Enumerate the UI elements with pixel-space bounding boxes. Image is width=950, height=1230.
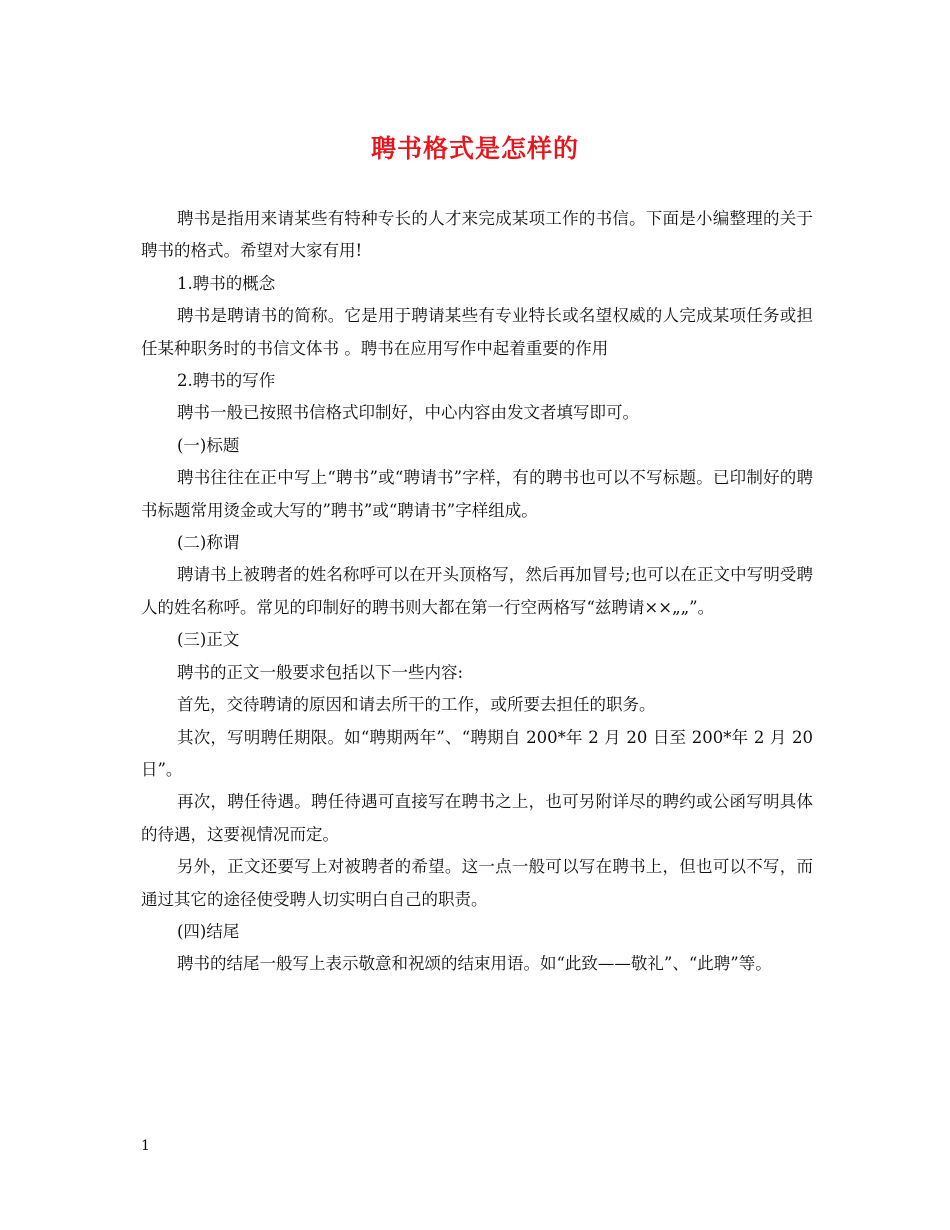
paragraph-body-contents: 聘书的正文一般要求包括以下一些内容:: [177, 662, 464, 682]
paragraph-concept: 聘书是聘请书的简称。它是用于聘请某些有专业特长或名望权威的人完成某项任务或担任某种职务时的书信文体书 。聘书在应用写作中起着重要的作用: [141, 306, 813, 358]
paragraph-ending: 聘书的结尾一般写上表示敬意和祝颂的结束用语。如“此致——敬礼”、“此聘”等。: [177, 954, 772, 974]
subheading-body: (三)正文: [177, 630, 240, 650]
document-body: [141, 203, 813, 981]
subheading-title: (一)标题: [177, 435, 240, 455]
section-heading-concept: 1.聘书的概念: [177, 273, 276, 293]
paragraph-first: 首先，交待聘请的原因和请去所干的工作，或所要去担任的职务。: [177, 695, 656, 715]
document-title: 聘书格式是怎样的: [370, 134, 579, 163]
paragraph-third: 再次，聘任待遇。聘任待遇可直接写在聘书之上，也可另附详尽的聘约或公函写明具体的待遇，这要视情况而定。: [141, 792, 813, 844]
paragraph-title: 聘书往往在正中写上“聘书”或“聘请书”字样，有的聘书也可以不写标题。已印制好的聘书标题常用烫金或大写的”聘书”或“聘请书”字样组成。: [141, 468, 813, 520]
paragraph-intro: 聘书是指用来请某些有特种专长的人才来完成某项工作的书信。下面是小编整理的关于聘书的格式。希望对大家有用!: [141, 209, 813, 261]
page-number: 1: [141, 1138, 150, 1154]
paragraph-second: 其次，写明聘任期限。如“聘期两年”、“聘期自 200*年 2 月 20 日至 200*年 2 月 20 日”。: [141, 727, 813, 779]
paragraph-additionally: 另外，正文还要写上对被聘者的希望。这一点一般可以写在聘书上，但也可以不写，而通过其它的途径使受聘人切实明白自己的职责。: [141, 857, 813, 909]
subheading-ending: (四)结尾: [177, 921, 240, 941]
section-heading-writing: 2.聘书的写作: [177, 371, 276, 391]
subheading-salutation: (二)称谓: [177, 533, 240, 553]
paragraph-writing: 聘书一般已按照书信格式印制好，中心内容由发文者填写即可。: [177, 403, 639, 423]
paragraph-salutation: 聘请书上被聘者的姓名称呼可以在开头顶格写，然后再加冒号;也可以在正文中写明受聘人的姓名称呼。常见的印制好的聘书则大都在第一行空两格写“兹聘请××„„”。: [141, 565, 813, 617]
